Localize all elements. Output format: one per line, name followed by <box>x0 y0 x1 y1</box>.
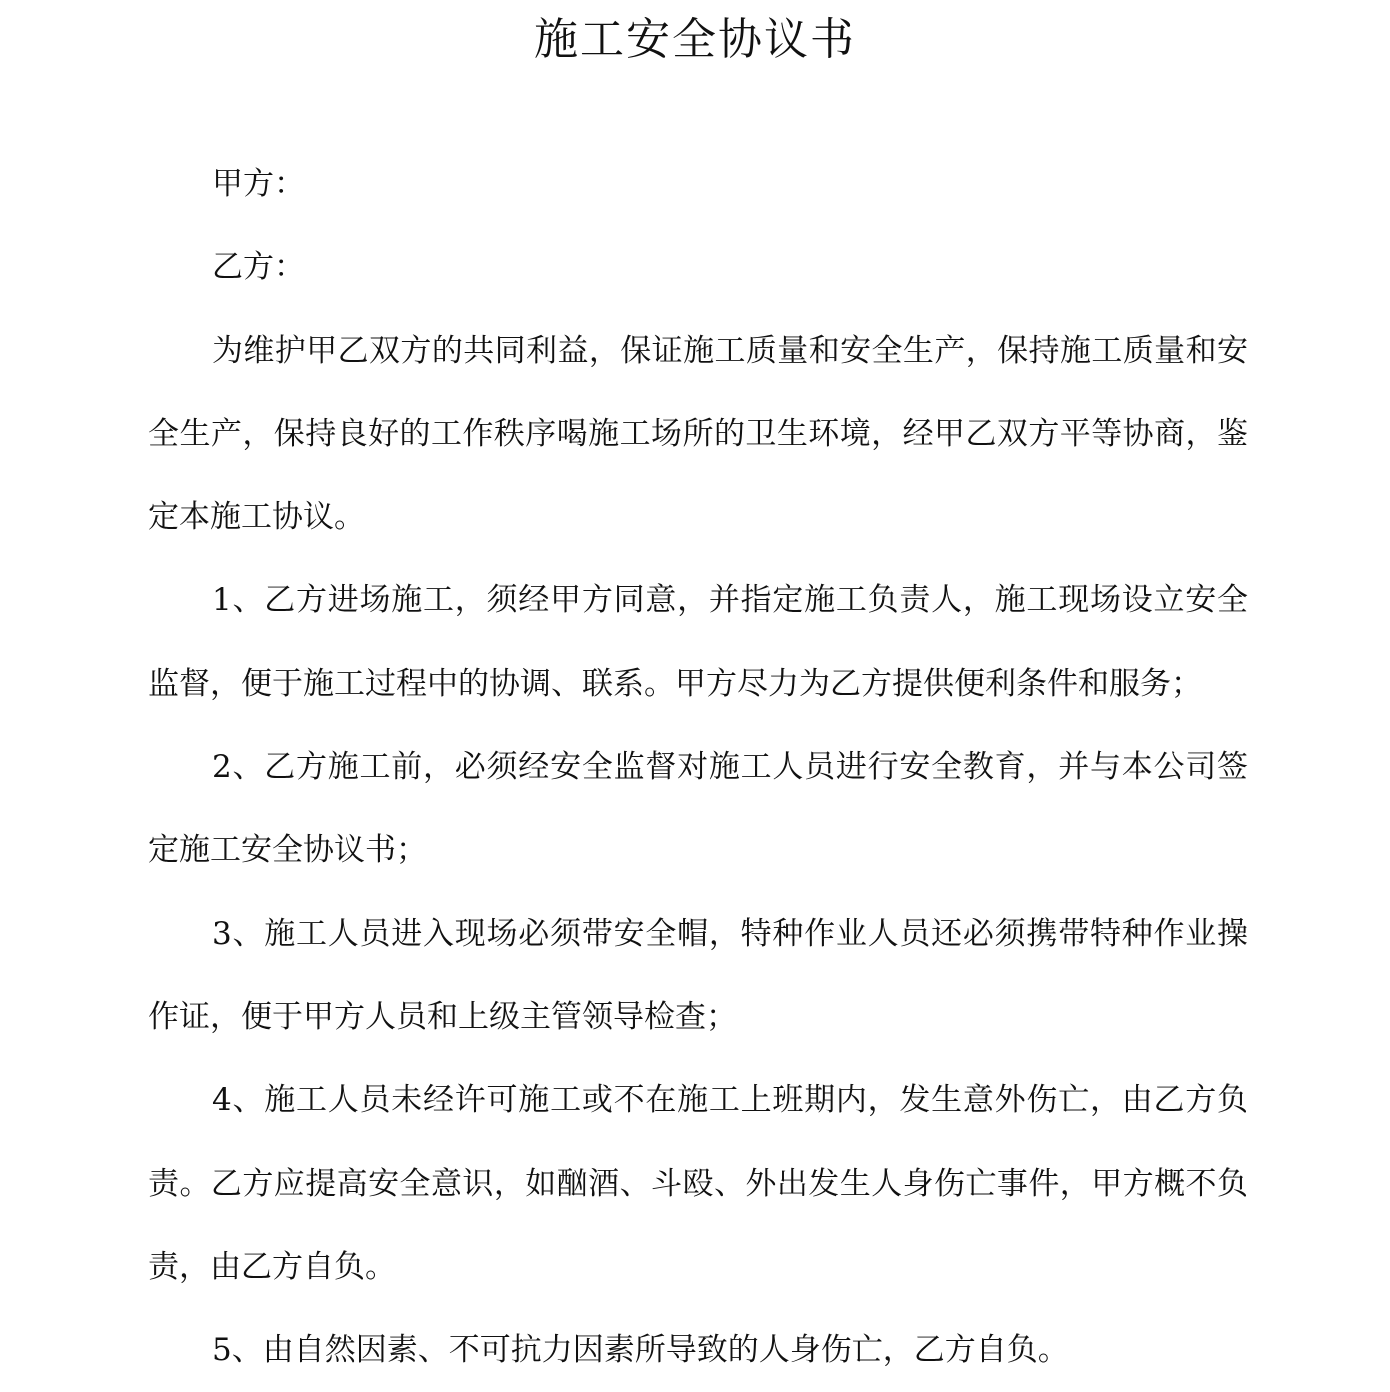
party-a-line: 甲方： <box>212 166 305 202</box>
clause-5: 5、由自然因素、不可抗力因素所导致的人身伤亡，乙方自负。 <box>212 1332 1069 1369</box>
clause-4: 4、施工人员未经许可施工或不在施工上班期内，发生意外伤亡，由乙方负责。乙方应提高安全意识，如酗酒、斗殴、外出发生人身伤亡事件，甲方概不负责，由乙方自负。 <box>148 1082 1248 1285</box>
clause-1: 1、乙方进场施工，须经甲方同意，并指定施工负责人，施工现场设立安全监督，便于施工过程中的协调、联系。甲方尽力为乙方提供便利条件和服务； <box>148 582 1248 702</box>
document-body <box>148 143 1248 1392</box>
party-b-line: 乙方： <box>212 249 305 286</box>
clause-3: 3、施工人员进入现场必须带安全帽，特种作业人员还必须携带特种作业操作证，便于甲方人员和上级主管领导检查； <box>148 915 1248 1035</box>
clause-2: 2、乙方施工前，必须经安全监督对施工人员进行安全教育，并与本公司签定施工安全协议书； <box>148 749 1248 869</box>
intro-paragraph: 为维护甲乙双方的共同利益，保证施工质量和安全生产，保持施工质量和安全生产，保持良好的工作秩序喝施工场所的卫生环境，经甲乙双方平等协商，鉴定本施工协议。 <box>148 332 1248 536</box>
document-title: 施工安全协议书 <box>534 14 856 65</box>
